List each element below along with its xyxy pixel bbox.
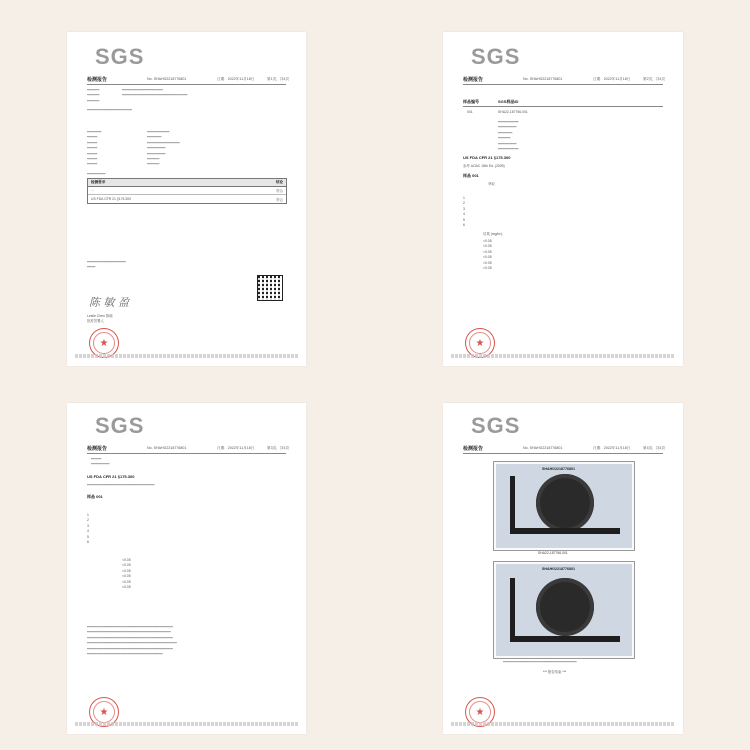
sample-info-values: ━━━━━━━━━━━ ━━━━━━━ ━━━━━━━━━━━━━━━━ ━━━━━━━━━ ━━━━━━━━━ ━━━━━━ ━━━━━━: [147, 130, 180, 167]
section-title: US FDA CFR 21 §175.300: [87, 474, 135, 479]
ruler: [510, 528, 620, 534]
report-date: 日期：2022年11月18日: [593, 77, 631, 81]
divider: [463, 84, 663, 85]
photo-label: SHAHG2218776801: [542, 467, 575, 471]
method-reference: 参考 AOAC 18th Ed. (2005): [463, 164, 505, 168]
result-values: [483, 239, 492, 271]
row-id: 6: [87, 540, 89, 545]
page-footer: [451, 722, 675, 726]
row-result: 符合: [276, 197, 283, 202]
method-reference: ━━━━━━━━━━━━━━━━━━━━━━━━━━━━━━━━━: [87, 483, 155, 487]
report-date: 日期：2022年11月18日: [217, 77, 255, 81]
report-page-2: [443, 32, 683, 366]
sgs-logo: SGS: [95, 44, 145, 69]
end-of-report: *** 报告结束 ***: [543, 670, 567, 674]
signatory-name: Leslie Chen 陈晓: [87, 314, 113, 318]
header-requirement: 检测要求: [91, 180, 106, 184]
result-value: <0.05: [483, 266, 492, 271]
sample-plate: [536, 578, 594, 636]
extraction-label: 萃取: [488, 182, 495, 186]
report-date: 日期：2022年11月18日: [593, 446, 631, 450]
ruler: [510, 476, 515, 534]
photo-label: SHAHG2218776801: [542, 567, 575, 571]
table-row: [88, 187, 286, 195]
divider: [87, 453, 286, 454]
sgs-id-header: SGS样品ID: [498, 99, 519, 104]
result-value: <0.05: [122, 585, 131, 590]
unit-label: 结果 (mg/in²): [483, 232, 503, 236]
sgs-logo: SGS: [471, 44, 521, 69]
result-values: [122, 558, 131, 590]
divider: [463, 453, 663, 454]
report-number: No. SHAHG2218776801: [523, 446, 563, 450]
notes: ━━━━━━━━━━ ━━━━━━━━━ ━━━━━━━ ━━━━━━ ━━━━━━━━━ ━━━━━━━━━━: [498, 120, 519, 152]
sample-id-header: 样品编号: [463, 99, 479, 104]
sample-plate: [536, 474, 594, 532]
page-title: 检测报告: [87, 77, 108, 83]
sgs-stamp: ★: [465, 697, 495, 727]
test-request-heading: ━━━━━━━━━: [87, 172, 106, 176]
report-number: No. SHAHG2218776801: [147, 77, 187, 81]
row-id: 4: [87, 529, 89, 534]
result-value: <0.05: [122, 568, 131, 573]
sample-note: ━━━━━━━━━━━━━━━━━━━━━━: [87, 108, 132, 112]
page-footer: [75, 354, 298, 358]
report-page-4: [443, 403, 683, 734]
page-number: 第1页，共4页: [267, 77, 289, 81]
page-title: 检测报告: [463, 446, 484, 452]
page-title: 检测报告: [87, 446, 108, 452]
page-number: 第2页，共4页: [643, 77, 665, 81]
result-row-ids: [87, 513, 89, 545]
page-number: 第4页，共4页: [643, 446, 665, 450]
result-value: <0.05: [122, 574, 131, 579]
section-title: US FDA CFR 21 §175.300: [463, 155, 511, 160]
result-value: <0.05: [122, 558, 131, 562]
ruler: [510, 636, 620, 642]
remarks: ━━━━━━━━━━━━━━━━━━━━━━━━━━━━━━━━━━━━━━━━━━ ━━━━━━━━━━━━━━━━━━━━━━━━━━━━━━━━━━━━━━━━━ ━━━━━━━━━━━━━━━━━━━━━━━━━━━━━━━━━━━━━━━━━━ ━━━━━━━━━━━━━━━━━━━━━━━━━━━━━━━━━━━━━━━━━━━━ ━━━━━━━━━━━━━━━━━━━━━━━━━━━━━━━━━━━━━━━━━━ ━━━━━━━━━━━━━━━━━━━━━━━━━━━━━━━━━━━━━: [87, 625, 177, 657]
row-id: 5: [463, 217, 465, 222]
page-number: 第3页，共4页: [267, 446, 289, 450]
sample-photo-2: [493, 561, 635, 659]
result-value: <0.05: [483, 249, 492, 254]
row-id: 2: [87, 518, 89, 523]
page-title: 检测报告: [463, 77, 484, 83]
photo-caption: SHA22-187766.001: [538, 551, 568, 555]
result-row-ids: [463, 196, 465, 228]
table-header: [88, 179, 286, 187]
row-id: 6: [463, 223, 465, 228]
result-label: 样品 001: [87, 494, 103, 499]
result-label: 样品 001: [463, 173, 479, 178]
row-id: 2: [463, 201, 465, 206]
row-id: 3: [87, 523, 89, 528]
notes: ━━━━━ ━━━━━━━━━: [91, 457, 110, 467]
row-id: 1: [87, 513, 89, 517]
row-id: 1: [463, 196, 465, 200]
test-summary-table: [87, 178, 287, 204]
signatory-title: 批准签署人: [87, 319, 104, 323]
report-number: No. SHAHG2218776801: [523, 77, 563, 81]
row-id: 4: [463, 212, 465, 217]
report-number: No. SHAHG2218776801: [147, 446, 187, 450]
qr-code: [257, 275, 283, 301]
result-value: <0.05: [483, 244, 492, 249]
sgs-stamp: ★: [465, 328, 495, 358]
page-footer: [75, 722, 298, 726]
header-conclusion: 结论: [275, 180, 283, 184]
page-footer: [451, 354, 675, 358]
signature: 陈 敏 盈: [89, 296, 129, 309]
photo-note: ━━━━━━━━━━━━━━━━━━━━━━━━━━━━━━━━━━━━: [503, 660, 577, 664]
result-value: <0.05: [483, 255, 492, 260]
report-page-3: [67, 403, 306, 734]
result-value: <0.05: [122, 563, 131, 568]
result-value: <0.05: [483, 260, 492, 265]
sample-info-labels: ━━━━━━━ ━━━━━ ━━━━━ ━━━━━ ━━━━━ ━━━━━ ━━━━━: [87, 130, 102, 167]
sample-reference: SHA22-187766.001: [498, 110, 528, 114]
row-id: 5: [87, 534, 89, 539]
report-page-1: [67, 32, 306, 366]
applicant-values: ━━━━━━━━━━━━━━━━━━━━ ━━━━━━━━━━━━━━━━━━━━━━━━━━━━━━━━: [122, 88, 188, 98]
row-requirement: ...: [91, 188, 94, 193]
sgs-logo: SGS: [95, 413, 145, 438]
result-value: <0.05: [122, 579, 131, 584]
result-value: <0.05: [483, 239, 492, 243]
report-date: 日期：2022年11月18日: [217, 446, 255, 450]
applicant-labels: ━━━━━━ ━━━━━━ ━━━━━━: [87, 88, 100, 103]
row-result: 符合: [276, 189, 283, 194]
sgs-stamp: ★: [89, 328, 119, 358]
ruler: [510, 578, 515, 642]
divider: [87, 84, 286, 85]
sgs-logo: SGS: [471, 413, 521, 438]
sgs-stamp: ★: [89, 697, 119, 727]
sample-photo-1: [493, 461, 635, 551]
table-row: [88, 195, 286, 202]
lab-address: ━━━━━━━━━━━━━━━━━━━ ━━━━: [87, 260, 126, 270]
row-id: 3: [463, 206, 465, 211]
row-requirement: US FDA CFR 21 §175.300: [91, 196, 131, 201]
divider: [463, 106, 663, 107]
sample-number: 001: [467, 110, 473, 114]
